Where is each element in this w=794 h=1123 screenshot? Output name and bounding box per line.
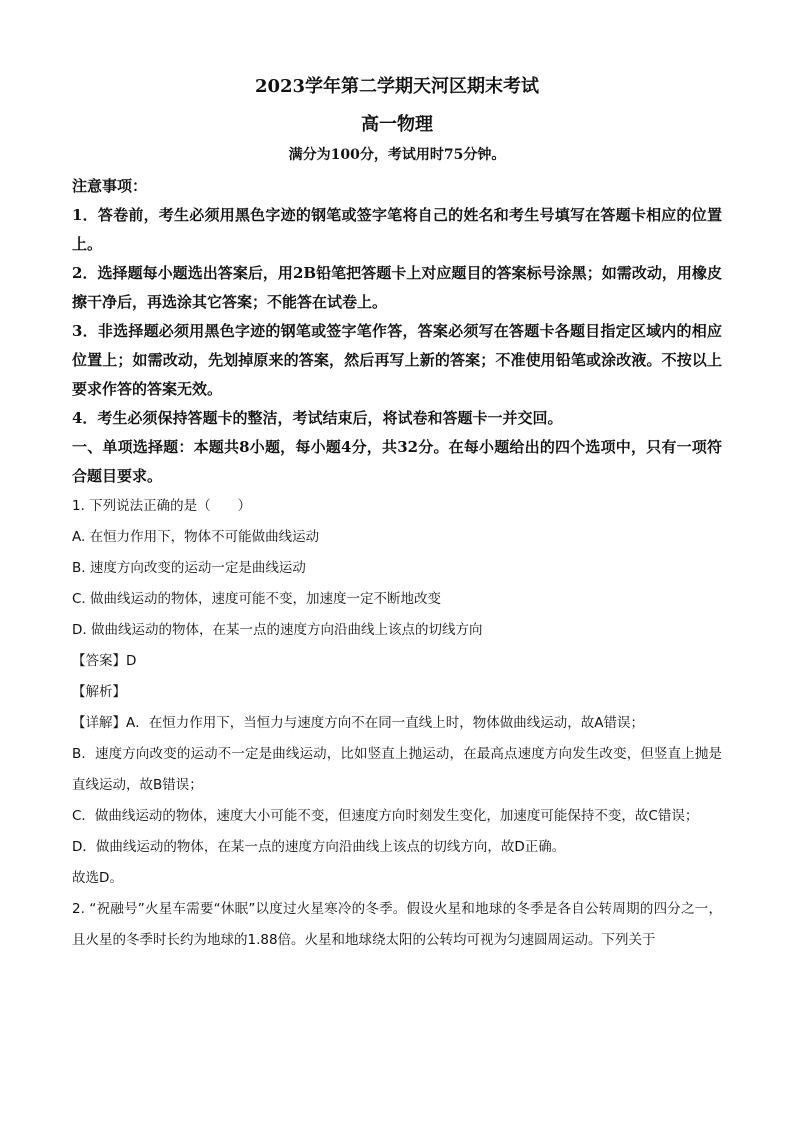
conclusion: 故选D。 [72,870,123,886]
detail-line: C．做曲线运动的物体，速度大小可能不变，但速度方向时刻发生变化，加速度可能保持不变，故C错误； [72,808,699,824]
subject-title: 高一物理 [361,114,433,135]
option-a: A. 在恒力作用下，物体不可能做曲线运动 [72,529,320,545]
question-stem: 1. 下列说法正确的是（ ） [72,498,252,514]
notice-section [72,172,722,433]
notice-heading: 注意事项： [72,177,148,195]
analysis-label: 【解析】 [72,684,126,700]
section-heading: 一、单项选择题：本题共8小题，每小题4分，共32分。在每小题给出的四个选项中，只有一项符合题目要求。 [72,438,722,485]
answer-label: 【答案】D [72,653,137,669]
option-d: D. 做曲线运动的物体，在某一点的速度方向沿曲线上该点的切线方向 [72,622,483,638]
option-b: B. 速度方向改变的运动一定是曲线运动 [72,560,306,576]
notice-item: 1．答卷前，考生必须用黑色字迹的钢笔或签字笔将自己的姓名和考生号填写在答题卡相应的位置上。 [72,206,722,253]
notice-item: 2．选择题每小题选出答案后，用2B铅笔把答题卡上对应题目的答案标号涂黑；如需改动，用橡皮擦干净后，再选涂其它答案；不能答在试卷上。 [72,264,722,311]
notice-item: 3．非选择题必须用黑色字迹的钢笔或签字笔作答，答案必须写在答题卡各题目指定区域内的相应位置上；如需改动，先划掉原来的答案，然后再写上新的答案；不准使用铅笔或涂改液。不按以上要求作答的答案无效。 [72,322,722,398]
detail-line: 【详解】A．在恒力作用下，当恒力与速度方向不在同一直线上时，物体做曲线运动，故A错误； [72,715,644,731]
question-1 [72,491,722,894]
notice-item: 4．考生必须保持答题卡的整洁，考试结束后，将试卷和答题卡一并交回。 [72,409,563,427]
detail-line: D．做曲线运动的物体，在某一点的速度方向沿曲线上该点的切线方向，故D正确。 [72,839,566,855]
detail-line: B．速度方向改变的运动不一定是曲线运动，比如竖直上抛运动，在最高点速度方向发生改变，但竖直上抛是直线运动，故B错误； [72,746,722,793]
score-info: 满分为100分，考试用时75分钟。 [288,147,506,163]
question-2 [72,894,722,956]
exam-title: 2023学年第二学期天河区期末考试 [254,76,540,97]
exam-page [72,66,722,956]
question-stem: 2. “祝融号”火星车需要“休眠”以度过火星寒冷的冬季。假设火星和地球的冬季是各自公转周期的四分之一，且火星的冬季时长约为地球的1.88倍。火星和地球绕太阳的公转均可视为匀速圆周运动。下列关于 [72,901,722,948]
option-c: C. 做曲线运动的物体，速度可能不变，加速度一定不断地改变 [72,591,442,607]
